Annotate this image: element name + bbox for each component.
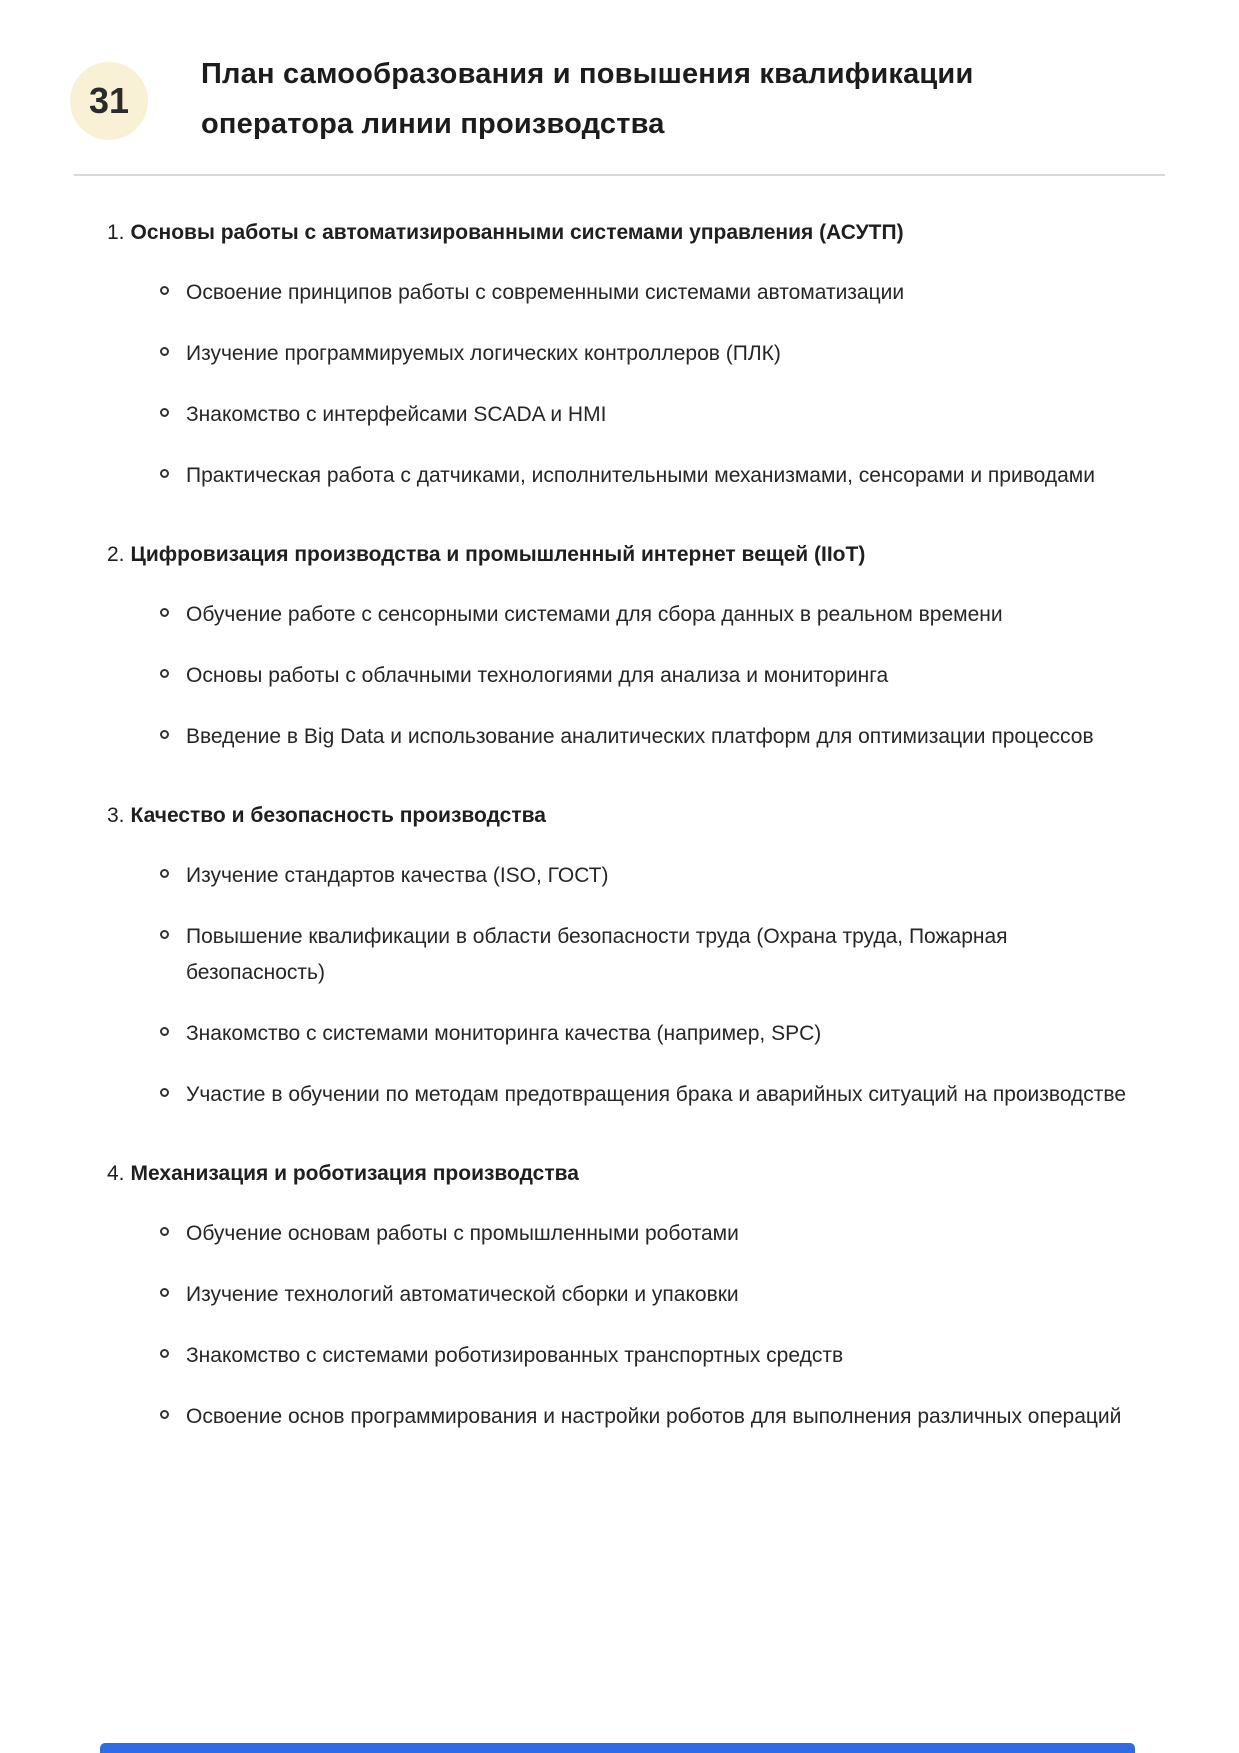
section-heading <box>107 1157 1139 1191</box>
circle-bullet-icon <box>160 1288 169 1297</box>
circle-bullet-icon <box>160 286 169 295</box>
list-item <box>160 658 1139 694</box>
list-item <box>160 458 1139 494</box>
item-number-badge <box>70 62 148 140</box>
circle-bullet-icon <box>160 469 169 478</box>
list-item-text: Знакомство с системами мониторинга качества (например, SPC) <box>186 1021 822 1045</box>
section-heading <box>107 216 1139 250</box>
list-item <box>160 397 1139 433</box>
plan-section-3 <box>107 799 1139 1113</box>
list-item <box>160 1277 1139 1313</box>
circle-bullet-icon <box>160 1410 169 1419</box>
list-item-text: Изучение технологий автоматической сборки и упаковки <box>186 1282 739 1306</box>
circle-bullet-icon <box>160 1349 169 1358</box>
plan-section-1 <box>107 216 1139 494</box>
circle-bullet-icon <box>160 730 169 739</box>
list-item <box>160 719 1139 755</box>
list-item <box>160 275 1139 311</box>
document-header <box>0 0 1239 150</box>
circle-bullet-icon <box>160 1227 169 1236</box>
list-item-text: Основы работы с облачными технологиями для анализа и мониторинга <box>186 663 889 687</box>
list-item-text: Освоение принципов работы с современными системами автоматизации <box>186 280 905 304</box>
circle-bullet-icon <box>160 347 169 356</box>
section-items <box>107 858 1139 1113</box>
section-items <box>107 275 1139 494</box>
list-item-text: Знакомство с интерфейсами SCADA и HMI <box>186 402 607 426</box>
list-item-text: Введение в Big Data и использование аналитических платформ для оптимизации процессов <box>186 724 1094 748</box>
circle-bullet-icon <box>160 669 169 678</box>
list-item <box>160 1016 1139 1052</box>
section-items <box>107 1216 1139 1435</box>
circle-bullet-icon <box>160 930 169 939</box>
section-number: 4. <box>107 1161 125 1185</box>
circle-bullet-icon <box>160 1027 169 1036</box>
plan-section-4 <box>107 1157 1139 1435</box>
list-item <box>160 336 1139 372</box>
bottom-accent-bar <box>100 1743 1135 1753</box>
list-item-text: Участие в обучении по методам предотвращения брака и аварийных ситуаций на производстве <box>186 1082 1127 1106</box>
list-item <box>160 858 1139 894</box>
section-title: Основы работы с автоматизированными системами управления (АСУТП) <box>130 220 904 244</box>
section-number: 1. <box>107 220 125 244</box>
page-title: План самообразования и повышения квалификации оператора линии производства <box>201 58 974 140</box>
section-heading <box>107 538 1139 572</box>
circle-bullet-icon <box>160 408 169 417</box>
circle-bullet-icon <box>160 869 169 878</box>
list-item <box>160 1338 1139 1374</box>
list-item-text: Обучение работе с сенсорными системами для сбора данных в реальном времени <box>186 602 1003 626</box>
list-item-text: Освоение основ программирования и настройки роботов для выполнения различных операций <box>186 1404 1122 1428</box>
section-items <box>107 597 1139 755</box>
list-item <box>160 1216 1139 1252</box>
section-heading <box>107 799 1139 833</box>
item-number: 31 <box>88 80 130 121</box>
plan-section-2 <box>107 538 1139 755</box>
circle-bullet-icon <box>160 1088 169 1097</box>
list-item-text: Изучение программируемых логических контроллеров (ПЛК) <box>186 341 781 365</box>
list-item <box>160 1399 1139 1435</box>
section-number: 2. <box>107 542 125 566</box>
list-item <box>160 597 1139 633</box>
list-item-text: Обучение основам работы с промышленными роботами <box>186 1221 739 1245</box>
list-item-text: Практическая работа с датчиками, исполнительными механизмами, сенсорами и приводами <box>186 463 1095 487</box>
circle-bullet-icon <box>160 608 169 617</box>
section-title: Качество и безопасность производства <box>130 803 546 827</box>
list-item-text: Повышение квалификации в области безопасности труда (Охрана труда, Пожарная безопасность) <box>186 924 1008 984</box>
list-item-text: Изучение стандартов качества (ISO, ГОСТ) <box>186 863 609 887</box>
section-title: Механизация и роботизация производства <box>130 1161 579 1185</box>
list-item <box>160 1077 1139 1113</box>
list-item <box>160 919 1139 991</box>
list-item-text: Знакомство с системами роботизированных транспортных средств <box>186 1343 844 1367</box>
plan-list <box>0 176 1239 1435</box>
section-number: 3. <box>107 803 125 827</box>
section-title: Цифровизация производства и промышленный интернет вещей (IIoT) <box>130 542 866 566</box>
